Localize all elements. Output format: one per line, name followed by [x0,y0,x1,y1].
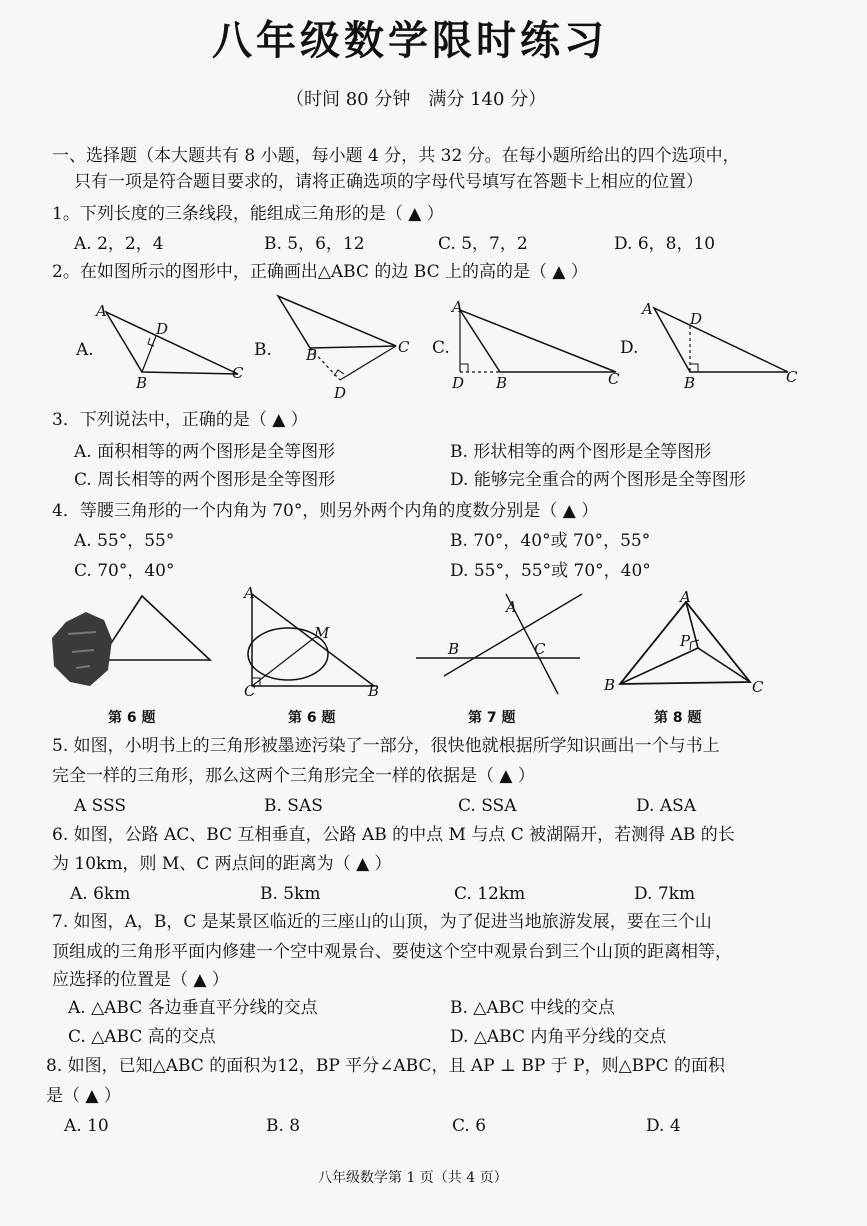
svg-text:C: C [608,370,620,388]
q7-option-d[interactable]: D. △ABC 内角平分线的交点 [450,1027,667,1047]
q2-figure-a [96,300,256,390]
svg-text:D: D [156,320,169,338]
q2-figure-c [448,300,628,390]
q5-option-c[interactable]: C. SSA [458,796,517,816]
q2-option-d-letter[interactable]: D. [620,338,639,358]
q8-option-a[interactable]: A. 10 [64,1116,109,1136]
figure-q5-ink-triangle [46,592,216,702]
question-1-stem: 1。下列长度的三条线段，能组成三角形的是（ ▲ ） [52,204,444,224]
svg-text:C: C [786,368,798,386]
question-5-line1: 5. 如图，小明书上的三角形被墨迹污染了一部分，很快他就根据所学知识画出一个与书上 [52,736,720,756]
q4-option-b[interactable]: B. 70°，40°或 70°，55° [450,531,651,551]
question-2-stem: 2。在如图所示的图形中，正确画出△ABC 的边 BC 上的高的是（ ▲ ） [52,262,588,282]
svg-text:B: B [684,374,696,392]
q4-option-c[interactable]: C. 70°，40° [74,561,175,581]
caption-fig-q8: 第 8 题 [654,710,702,726]
q1-option-a[interactable]: A. 2，2，4 [74,234,164,254]
q2-option-b-letter[interactable]: B. [254,340,272,360]
svg-text:P: P [680,632,691,650]
q4-option-a[interactable]: A. 55°，55° [74,531,175,551]
question-4-stem: 4．等腰三角形的一个内角为 70°，则另外两个内角的度数分别是（ ▲ ） [52,501,599,521]
q5-option-b[interactable]: B. SAS [264,796,323,816]
q6-option-d[interactable]: D. 7km [634,884,696,904]
q3-option-b[interactable]: B. 形状相等的两个图形是全等图形 [450,442,712,462]
svg-text:C: C [752,678,764,696]
svg-text:B: B [306,346,318,364]
q7-option-b[interactable]: B. △ABC 中线的交点 [450,998,615,1018]
svg-text:B: B [604,676,616,694]
caption-fig-q6b: 第 6 题 [288,710,336,726]
svg-text:B: B [136,374,148,392]
page-footer: 八年级数学第 1 页（共 4 页） [318,1170,508,1186]
page-subtitle: （时间 80 分钟 满分 140 分） [286,89,547,110]
question-7-line2: 顶组成的三角形平面内修建一个空中观景台、要使这个空中观景台到三个山顶的距离相等， [52,942,732,962]
page-title: 八年级数学限时练习 [212,18,608,64]
q8-option-b[interactable]: B. 8 [266,1116,301,1136]
q3-option-c[interactable]: C. 周长相等的两个图形是全等图形 [74,470,336,490]
svg-text:D: D [334,384,347,402]
q1-option-d[interactable]: D. 6，8，10 [614,234,716,254]
q1-option-b[interactable]: B. 5，6，12 [264,234,365,254]
q2-figure-b [272,294,422,404]
q6-option-c[interactable]: C. 12km [454,884,526,904]
svg-text:A: A [506,598,517,616]
q3-option-a[interactable]: A. 面积相等的两个图形是全等图形 [74,442,336,462]
question-8-line1: 8. 如图，已知△ABC 的面积为12，BP 平分∠ABC，且 AP ⊥ BP 于 P，则△BPC 的面积 [46,1056,726,1076]
question-7-line1: 7. 如图，A，B，C 是某景区临近的三座山的山顶，为了促进当地旅游发展，要在三个山 [52,912,712,932]
q4-option-d[interactable]: D. 55°，55°或 70°，40° [450,561,651,581]
svg-text:A: A [680,588,691,606]
question-6-line2: 为 10km，则 M、C 两点间的距离为（ ▲ ） [52,854,392,874]
svg-text:C: C [534,640,546,658]
question-5-line2: 完全一样的三角形，那么这两个三角形完全一样的依据是（ ▲ ） [52,766,535,786]
section-heading-line1: 一、选择题（本大题共有 8 小题，每小题 4 分，共 32 分。在每小题所给出的四个选项中， [52,146,740,166]
q3-option-d[interactable]: D. 能够完全重合的两个图形是全等图形 [450,470,746,490]
q7-option-c[interactable]: C. △ABC 高的交点 [68,1027,216,1047]
figure-q6-lake [238,584,388,700]
question-6-line1: 6. 如图，公路 AC、BC 互相垂直，公路 AB 的中点 M 与点 C 被湖隔开，若测得 AB 的长 [52,825,735,845]
ink-blot [52,612,112,686]
svg-text:C: C [232,364,244,382]
q6-option-b[interactable]: B. 5km [260,884,321,904]
q5-option-a[interactable]: A SSS [74,796,127,816]
svg-text:C: C [244,682,256,700]
svg-text:M: M [314,624,330,642]
q2-option-c-letter[interactable]: C. [432,338,450,358]
svg-text:B: B [448,640,460,658]
q8-option-d[interactable]: D. 4 [646,1116,681,1136]
svg-text:D: D [452,374,465,392]
svg-text:A: A [244,584,255,602]
q2-figure-d [638,300,808,390]
svg-text:D: D [690,310,703,328]
caption-fig-q6a: 第 6 题 [108,710,156,726]
svg-text:A: A [452,298,463,316]
q8-option-c[interactable]: C. 6 [452,1116,487,1136]
question-7-line3: 应选择的位置是（ ▲ ） [52,970,229,990]
svg-text:B: B [368,682,380,700]
q6-option-a[interactable]: A. 6km [70,884,131,904]
svg-text:C: C [398,338,410,356]
section-heading-line2: 只有一项是符合题目要求的，请将正确选项的字母代号填写在答题卡上相应的位置） [74,172,703,192]
svg-text:A: A [96,302,107,320]
caption-fig-q7: 第 7 题 [468,710,516,726]
figure-q8-triangle [600,588,780,698]
figure-q7-lines [414,590,584,700]
q1-option-c[interactable]: C. 5，7，2 [438,234,528,254]
svg-text:B: B [496,374,508,392]
q5-option-d[interactable]: D. ASA [636,796,697,816]
q2-option-a-letter[interactable]: A. [76,340,94,360]
q7-option-a[interactable]: A. △ABC 各边垂直平分线的交点 [68,998,318,1018]
question-3-stem: 3．下列说法中，正确的是（ ▲ ） [52,410,308,430]
question-8-line2: 是（ ▲ ） [46,1086,121,1106]
svg-text:A: A [642,300,653,318]
